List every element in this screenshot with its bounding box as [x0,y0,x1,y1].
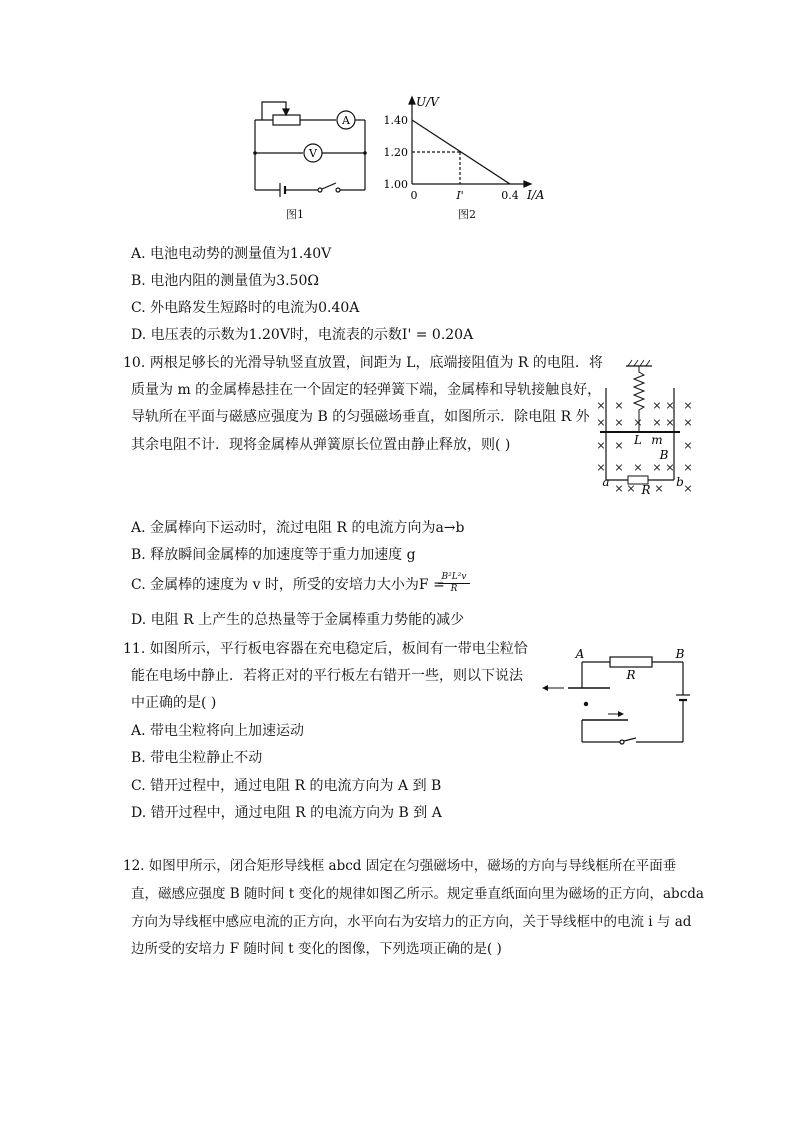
voltmeter-label: V [309,147,317,160]
q10-formula [438,572,470,595]
q11-option-c: C. 错开过程中，通过电阻 R 的电流方向为 A 到 B [131,778,442,794]
fig1-circuit [250,98,370,200]
fig2-caption: 图2 [458,208,476,221]
q10-figure [592,358,696,498]
q11-stem-line-1: 11. 如图所示，平行板电容器在充电稳定后，板间有一带电尘粒恰 [123,641,528,657]
q10-stem-line-3: 导轨所在平面与磁感应强度为 B 的匀强磁场垂直，如图所示．除电阻 R 外 [131,409,590,425]
svg-text:×: × [596,416,606,429]
q11-label-B: B [675,648,685,661]
svg-text:×: × [652,461,662,474]
y-axis-label: U/V [416,95,439,109]
svg-text:×: × [665,416,675,429]
svg-text:×: × [633,461,643,474]
q12-stem-line-3: 方向为导线框中感应电流的正方向，水平向右为安培力的正方向，关于导线框中的电流 i 与 ad [131,914,692,930]
q12-stem-line-1: 12. 如图甲所示，闭合矩形导线框 abcd 固定在匀强磁场中，磁场的方向与导线框所在平面垂 [123,858,677,874]
y-tick-1.00: 1.00 [383,178,408,191]
fig1-caption: 图1 [286,208,304,221]
q10-stem-line-4: 其余电阻不计．现将金属棒从弹簧原长位置由静止释放，则( ) [131,437,511,453]
svg-text:×: × [614,416,624,429]
q9-option-c: C. 外电路发生短路时的电流为0.40A [131,300,360,316]
x-tick-i-prime: I' [456,189,464,202]
svg-text:×: × [665,399,675,412]
q9-option-a: A. 电池电动势的测量值为1.40V [131,246,332,262]
formula-denominator: R [450,584,458,594]
ammeter-label: A [342,114,350,127]
svg-text:×: × [683,399,693,412]
q11-label-R: R [626,668,636,682]
formula-numerator: B²L²v [438,572,470,584]
q11-option-d: D. 错开过程中，通过电阻 R 的电流方向为 B 到 A [131,805,442,821]
q9-option-d: D. 电压表的示数为1.20V时，电流表的示数I' = 0.20A [131,327,474,343]
q10-option-d: D. 电阻 R 上产生的总热量等于金属棒重力势能的减少 [131,612,465,628]
svg-text:×: × [596,399,606,412]
q10-option-b: B. 释放瞬间金属棒的加速度等于重力加速度 g [131,547,416,563]
x-tick-0.4: 0.4 [501,189,519,202]
x-tick-0: 0 [410,189,418,202]
y-tick-1.40: 1.40 [383,114,408,127]
svg-text:×: × [652,416,662,429]
q12-stem-line-2: 直，磁感应强度 B 随时间 t 变化的规律如图乙所示。规定垂直纸面向里为磁场的正方向，abcda [131,886,704,902]
q11-stem-line-2: 能在电场中静止．若将正对的平行板左右错开一些，则以下说法 [131,668,523,684]
svg-text:×: × [652,399,662,412]
q11-option-b: B. 带电尘粒静止不动 [131,750,263,766]
q10-label-m: m [651,433,663,447]
svg-text:×: × [683,416,693,429]
svg-text:×: × [683,461,693,474]
svg-text:×: × [596,461,606,474]
q10-stem-line-1: 10. 两根足够长的光滑导轨竖直放置，间距为 L，底端接阻值为 R 的电阻．将 [123,355,603,371]
q11-option-a: A. 带电尘粒将向上加速运动 [131,723,305,739]
q10-label-b: b [676,475,684,489]
x-axis-label: I/A [527,188,545,202]
y-tick-1.20: 1.20 [383,146,408,159]
svg-text:×: × [614,461,624,474]
q10-label-a: a [602,475,610,489]
svg-text:×: × [614,482,624,495]
q11-figure [538,648,700,748]
q12-stem-line-4: 边所受的安培力 F 随时间 t 变化的图像，下列选项正确的是( ) [131,941,502,957]
svg-text:×: × [683,439,693,452]
q10-option-a: A. 金属棒向下运动时，流过电阻 R 的电流方向为a→b [131,520,465,536]
q9-option-b: B. 电池内阻的测量值为3.50Ω [131,273,319,289]
q11-label-A: A [575,648,585,661]
ui-line [412,120,510,184]
svg-text:×: × [665,461,675,474]
svg-text:×: × [614,399,624,412]
q10-label-B: B [659,448,669,462]
svg-text:×: × [633,416,643,429]
q10-stem-line-2: 质量为 m 的金属棒悬挂在一个固定的轻弹簧下端，金属棒和导轨接触良好， [131,382,602,398]
svg-text:×: × [683,482,693,495]
svg-text:×: × [614,439,624,452]
q11-stem-line-3: 中正确的是( ) [131,695,217,711]
q10-label-R: R [641,483,651,497]
fig2-graph [378,92,550,204]
q10-option-c: C. 金属棒的速度为 v 时，所受的安培力大小为F = [131,577,445,593]
svg-text:×: × [626,482,636,495]
svg-text:×: × [654,482,664,495]
svg-text:×: × [596,439,606,452]
q10-label-L: L [634,433,642,447]
